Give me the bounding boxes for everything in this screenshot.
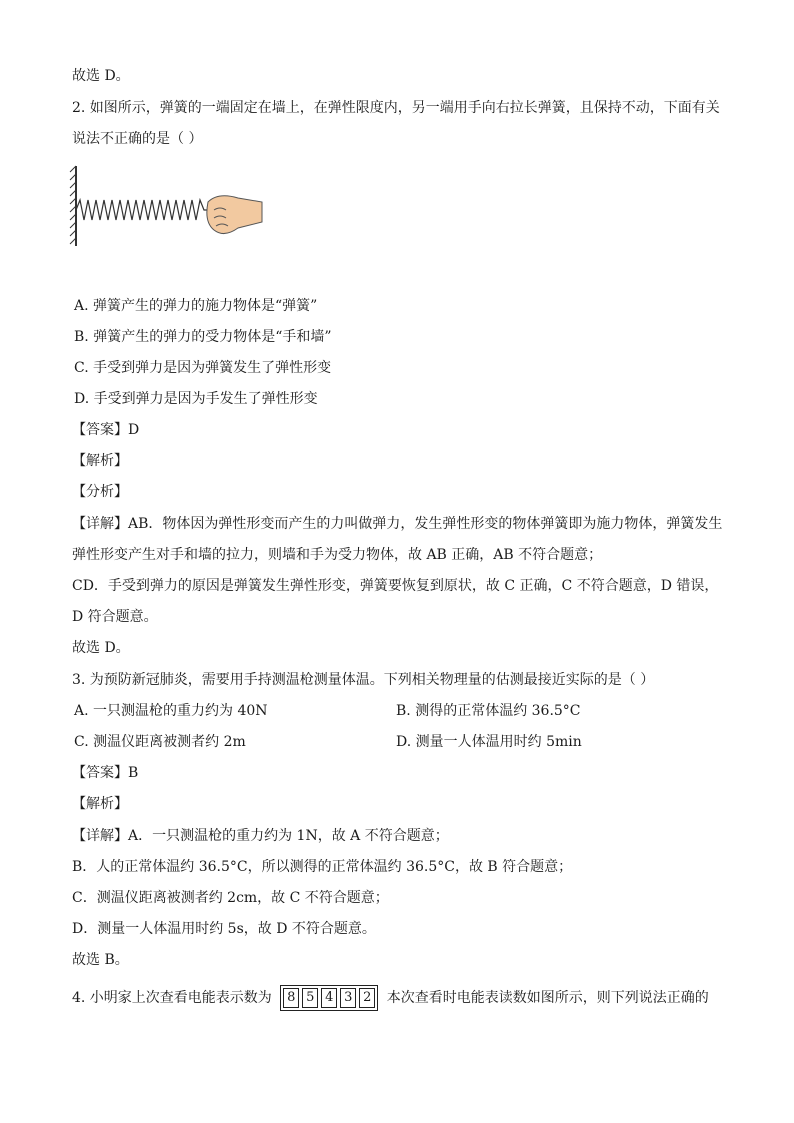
detail-3-line1: 【详解】A．一只测温枪的重力约为 1N，故 A 不符合题意；: [72, 828, 449, 844]
detail-2-line4: D 符合题意。: [72, 609, 158, 625]
spring: [76, 200, 210, 220]
answer-3: 【答案】B: [72, 765, 139, 781]
detail-3-line4: D．测量一人体温用时约 5s，故 D 不符合题意。: [72, 921, 376, 937]
question-2-text: 2. 如图所示，弹簧的一端固定在墙上，在弹性限度内，另一端用手向右拉长弹簧，且保持不动，下面有关: [72, 100, 720, 116]
meter-digit: 3: [340, 988, 356, 1008]
question-4-pre: 4. 小明家上次查看电能表示数为: [72, 990, 272, 1006]
question-4-post: 本次查看时电能表读数如图所示，则下列说法正确的: [386, 990, 709, 1006]
meter-reading-box: [280, 985, 378, 1011]
option-3c: C. 测温仪距离被测者约 2m: [74, 734, 246, 750]
fenxi-label: 【分析】: [72, 484, 128, 500]
option-2d: D. 手受到弹力是因为手发生了弹性形变: [74, 391, 318, 407]
analysis-label: 【解析】: [72, 453, 128, 469]
question-2-text-cont: 说法不正确的是（ ）: [72, 131, 203, 147]
detail-3-line3: C．测温仪距离被测者约 2cm，故 C 不符合题意；: [72, 890, 389, 906]
meter-digit: 4: [321, 988, 337, 1008]
hand-icon: [207, 196, 262, 234]
choose-3: 故选 B。: [72, 952, 129, 968]
option-2b: B. 弹簧产生的弹力的受力物体是“手和墙”: [74, 329, 332, 345]
detail-3-line2: B．人的正常体温约 36.5°C，所以测得的正常体温约 36.5°C，故 B 符合题意；: [72, 859, 573, 875]
text-line: 故选 D。: [72, 68, 130, 84]
detail-2-line2: 弹性形变产生对手和墙的拉力，则墙和手为受力物体，故 AB 正确，AB 不符合题意；: [72, 547, 603, 563]
option-2c: C. 手受到弹力是因为弹簧发生了弹性形变: [74, 360, 332, 376]
question-3-text: 3. 为预防新冠肺炎，需要用手持测温枪测量体温。下列相关物理量的估测最接近实际的是（ ）: [72, 672, 655, 688]
spring-hand-figure: [68, 162, 268, 254]
question-4-text: [72, 985, 709, 1011]
detail-2-line1: 【详解】AB．物体因为弹性形变而产生的力叫做弹力，发生弹性形变的物体弹簧即为施力物体，弹簧发生: [72, 516, 723, 532]
meter-digit-decimal: 2: [359, 988, 375, 1008]
analysis-label-3: 【解析】: [72, 796, 128, 812]
choose-2: 故选 D。: [72, 640, 130, 656]
option-3d: D. 测量一人体温用时约 5min: [396, 734, 582, 750]
detail-2-line3: CD．手受到弹力的原因是弹簧发生弹性形变，弹簧要恢复到原状，故 C 正确，C 不符合题意，D 错误，: [72, 578, 719, 594]
option-3b: B. 测得的正常体温约 36.5°C: [396, 703, 581, 719]
option-2a: A. 弹簧产生的弹力的施力物体是“弹簧”: [74, 298, 318, 314]
meter-digit: 8: [283, 988, 299, 1008]
answer-2: 【答案】D: [72, 422, 140, 438]
option-3a: A. 一只测温枪的重力约为 40N: [74, 703, 268, 719]
meter-digit: 5: [302, 988, 318, 1008]
